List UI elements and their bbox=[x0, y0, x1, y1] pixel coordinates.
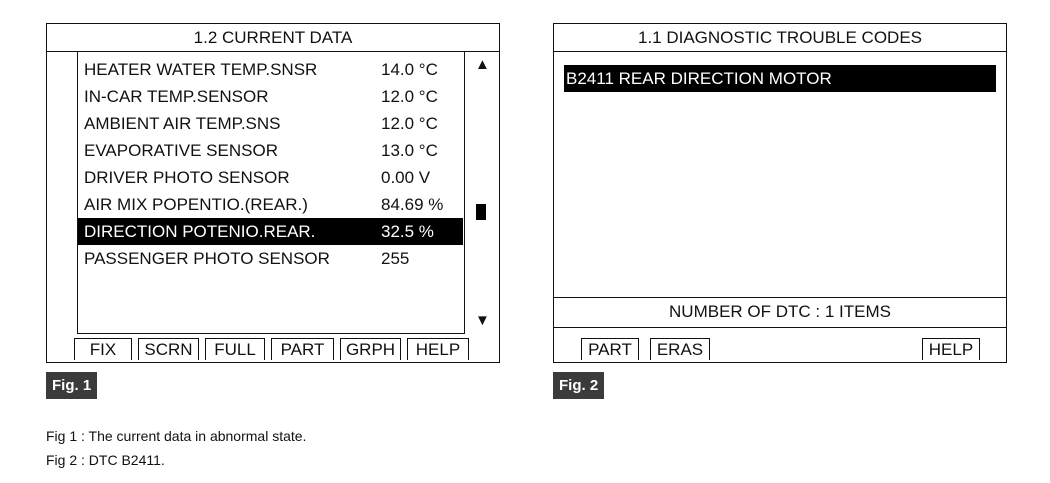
help-key[interactable]: HELP bbox=[407, 338, 469, 360]
row-value: 0.00 V bbox=[381, 168, 431, 187]
row-label: HEATER WATER TEMP.SNSR bbox=[84, 60, 318, 79]
fig1-note: Fig 1 : The current data in abnormal state. bbox=[46, 428, 307, 444]
row-label: AMBIENT AIR TEMP.SNS bbox=[84, 114, 281, 133]
scroll-up-arrow-icon[interactable]: ▲ bbox=[475, 56, 490, 73]
fig1-tag: Fig. 1 bbox=[46, 372, 97, 399]
row-value: 84.69 % bbox=[381, 195, 444, 214]
row-value: 12.0 °C bbox=[381, 87, 438, 106]
dtc-title: 1.1 DIAGNOSTIC TROUBLE CODES bbox=[554, 24, 1006, 52]
fix-key[interactable]: FIX bbox=[74, 338, 132, 360]
current-data-panel bbox=[46, 23, 500, 363]
row-value: 12.0 °C bbox=[381, 114, 438, 133]
scroll-down-arrow-icon[interactable]: ▼ bbox=[475, 312, 490, 329]
fig2-note: Fig 2 : DTC B2411. bbox=[46, 452, 165, 468]
data-row-passenger-photo[interactable] bbox=[78, 245, 463, 272]
row-label: DRIVER PHOTO SENSOR bbox=[84, 168, 290, 187]
dtc-list bbox=[554, 51, 1006, 298]
row-label: PASSENGER PHOTO SENSOR bbox=[84, 249, 330, 268]
function-key-bar bbox=[554, 334, 1006, 362]
full-key[interactable]: FULL bbox=[205, 338, 265, 360]
data-row-air-mix[interactable] bbox=[78, 191, 463, 218]
function-key-bar bbox=[47, 334, 499, 362]
row-value: 255 bbox=[381, 249, 410, 268]
row-label: AIR MIX POPENTIO.(REAR.) bbox=[84, 195, 308, 214]
dtc-count: NUMBER OF DTC : 1 ITEMS bbox=[554, 297, 1006, 328]
data-row-heater-water[interactable] bbox=[78, 56, 463, 83]
fig2-tag: Fig. 2 bbox=[553, 372, 604, 399]
scroll-thumb[interactable] bbox=[476, 204, 486, 220]
eras-key[interactable]: ERAS bbox=[650, 338, 710, 360]
help-key[interactable]: HELP bbox=[922, 338, 980, 360]
row-label: IN-CAR TEMP.SENSOR bbox=[84, 87, 269, 106]
scrn-key[interactable]: SCRN bbox=[138, 338, 199, 360]
current-data-title: 1.2 CURRENT DATA bbox=[47, 24, 499, 52]
row-value: 13.0 °C bbox=[381, 141, 438, 160]
row-label: DIRECTION POTENIO.REAR. bbox=[84, 222, 316, 241]
data-row-evaporative[interactable] bbox=[78, 137, 463, 164]
scrollbar[interactable] bbox=[465, 51, 499, 334]
part-key[interactable]: PART bbox=[271, 338, 334, 360]
part-key[interactable]: PART bbox=[581, 338, 639, 360]
data-row-direction-selected[interactable] bbox=[78, 218, 463, 245]
dtc-panel bbox=[553, 23, 1007, 363]
dtc-item-selected[interactable]: B2411 REAR DIRECTION MOTOR bbox=[564, 65, 996, 92]
data-row-in-car[interactable] bbox=[78, 83, 463, 110]
row-value: 14.0 °C bbox=[381, 60, 438, 79]
row-label: EVAPORATIVE SENSOR bbox=[84, 141, 278, 160]
data-row-driver-photo[interactable] bbox=[78, 164, 463, 191]
row-value: 32.5 % bbox=[381, 222, 434, 241]
current-data-list bbox=[77, 51, 465, 334]
grph-key[interactable]: GRPH bbox=[340, 338, 401, 360]
data-row-ambient[interactable] bbox=[78, 110, 463, 137]
